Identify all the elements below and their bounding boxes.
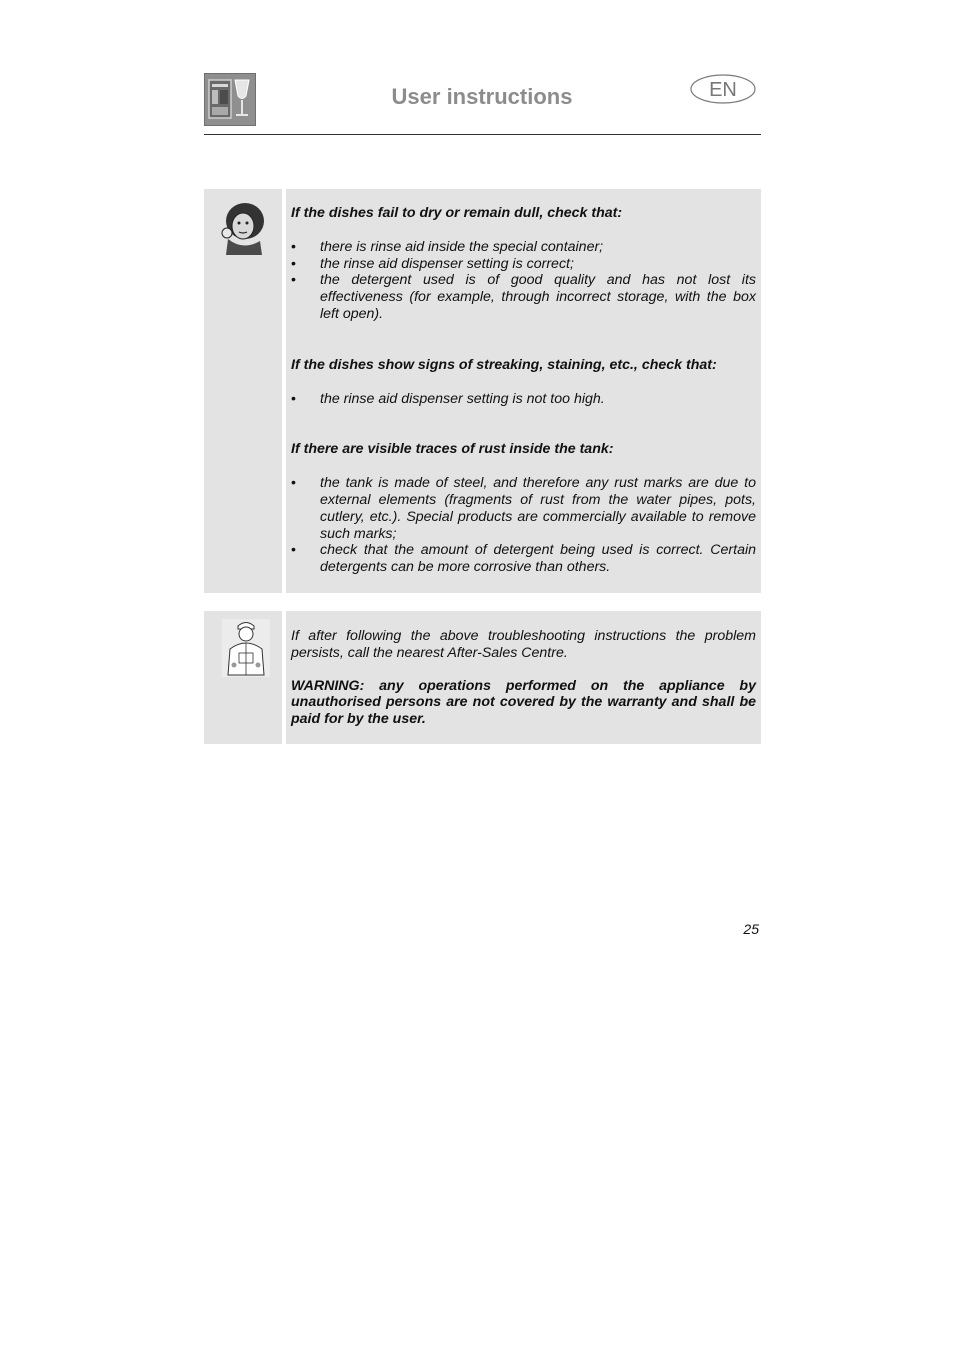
- list-item: • the tank is made of steel, and therefore any rust marks are due to external elements (fragments of rust from the water pipes, pots, cutlery, etc.). Special products are commercially available to remove such marks;: [291, 475, 756, 542]
- bullet-list-rust: [291, 475, 756, 576]
- list-item: • the rinse aid dispenser setting is not too high.: [291, 391, 756, 408]
- service-icon-column: [204, 611, 282, 744]
- bullet-list-dry: [291, 239, 756, 323]
- page-number: 25: [743, 921, 759, 937]
- list-item: • the rinse aid dispenser setting is correct;: [291, 256, 756, 273]
- header-divider: [204, 134, 761, 135]
- section-heading-rust: If there are visible traces of rust inside the tank:: [291, 441, 614, 458]
- language-badge: [690, 74, 756, 104]
- troubleshooting-text: [286, 189, 761, 593]
- bullet-list-streaking: [291, 391, 756, 408]
- language-badge-label: EN: [709, 79, 737, 101]
- list-item: • the detergent used is of good quality and has not lost its effectiveness (for example, through incorrect storage, with the box left open).: [291, 272, 756, 322]
- troubleshooting-panel: [204, 189, 761, 593]
- service-text: [286, 611, 761, 744]
- thinking-woman-icon: [218, 199, 268, 255]
- list-item: • there is rinse aid inside the special container;: [291, 239, 756, 256]
- section-heading-dry: If the dishes fail to dry or remain dull, check that:: [291, 205, 623, 221]
- service-instruction: If after following the above troubleshooting instructions the problem persists, call the nearest After-Sales Centre.: [291, 628, 756, 661]
- page-title: User instructions: [391, 84, 573, 109]
- troubleshooting-icon-column: [204, 189, 282, 593]
- list-item: • check that the amount of detergent being used is correct. Certain detergents can be more corrosive than others.: [291, 542, 756, 576]
- warranty-warning: WARNING: any operations performed on the appliance by unauthorised persons are not covered by the warranty and shall be paid for by the user.: [291, 677, 756, 728]
- service-technician-icon: [222, 619, 270, 677]
- service-panel: [204, 611, 761, 744]
- section-heading-streaking: If the dishes show signs of streaking, staining, etc., check that:: [291, 356, 717, 373]
